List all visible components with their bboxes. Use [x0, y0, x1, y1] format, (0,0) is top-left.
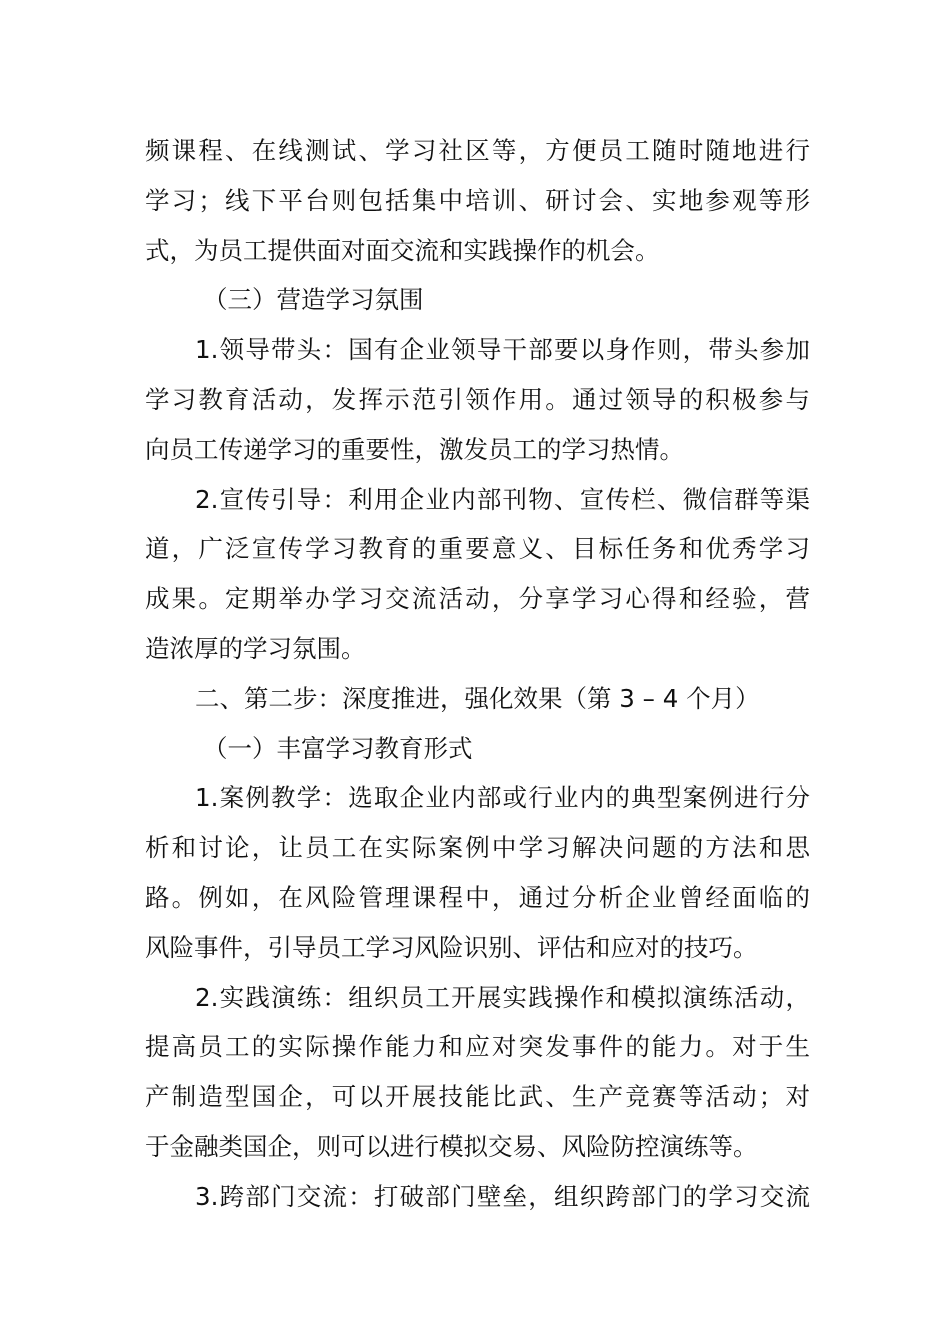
paragraph-line: 析和讨论，让员工在实际案例中学习解决问题的方法和思 [145, 833, 810, 863]
paragraph-line: 道，广泛宣传学习教育的重要意义、目标任务和优秀学习 [145, 534, 810, 564]
paragraph-line: 1.领导带头：国有企业领导干部要以身作则，带头参加 [195, 335, 810, 365]
paragraph-line: 向员工传递学习的重要性，激发员工的学习热情。 [145, 434, 684, 464]
paragraph-line: 频课程、在线测试、学习社区等，方便员工随时随地进行 [145, 136, 810, 165]
paragraph-line: 造浓厚的学习氛围。 [145, 633, 366, 663]
document-body [145, 126, 810, 1222]
paragraph-line: 2.实践演练：组织员工开展实践操作和模拟演练活动， [195, 982, 810, 1012]
section-heading: （三）营造学习氛围 [203, 285, 424, 315]
section-heading: （一）丰富学习教育形式 [203, 733, 473, 763]
paragraph-line: 提高员工的实际操作能力和应对突发事件的能力。对于生 [145, 1032, 810, 1062]
paragraph-line: 3.跨部门交流：打破部门壁垒，组织跨部门的学习交流 [195, 1181, 810, 1211]
paragraph-line: 1.案例教学：选取企业内部或行业内的典型案例进行分 [195, 783, 810, 813]
paragraph-line: 学习；线下平台则包括集中培训、研讨会、实地参观等形 [145, 185, 810, 215]
paragraph-line: 路。例如，在风险管理课程中，通过分析企业曾经面临的 [145, 882, 810, 912]
paragraph-line: 风险事件，引导员工学习风险识别、评估和应对的技巧。 [145, 932, 758, 962]
paragraph-line: 成果。定期举办学习交流活动，分享学习心得和经验，营 [145, 584, 810, 614]
paragraph-line: 2.宣传引导：利用企业内部刊物、宣传栏、微信群等渠 [195, 484, 810, 514]
chapter-heading: 二、第二步：深度推进，强化效果（第 3 – 4 个月） [195, 683, 760, 713]
paragraph-line: 产制造型国企，可以开展技能比武、生产竞赛等活动；对 [145, 1082, 810, 1112]
paragraph-line: 式，为员工提供面对面交流和实践操作的机会。 [145, 235, 660, 265]
paragraph-line: 于金融类国企，则可以进行模拟交易、风险防控演练等。 [145, 1131, 758, 1161]
paragraph-line: 学习教育活动，发挥示范引领作用。通过领导的积极参与 [145, 384, 810, 414]
